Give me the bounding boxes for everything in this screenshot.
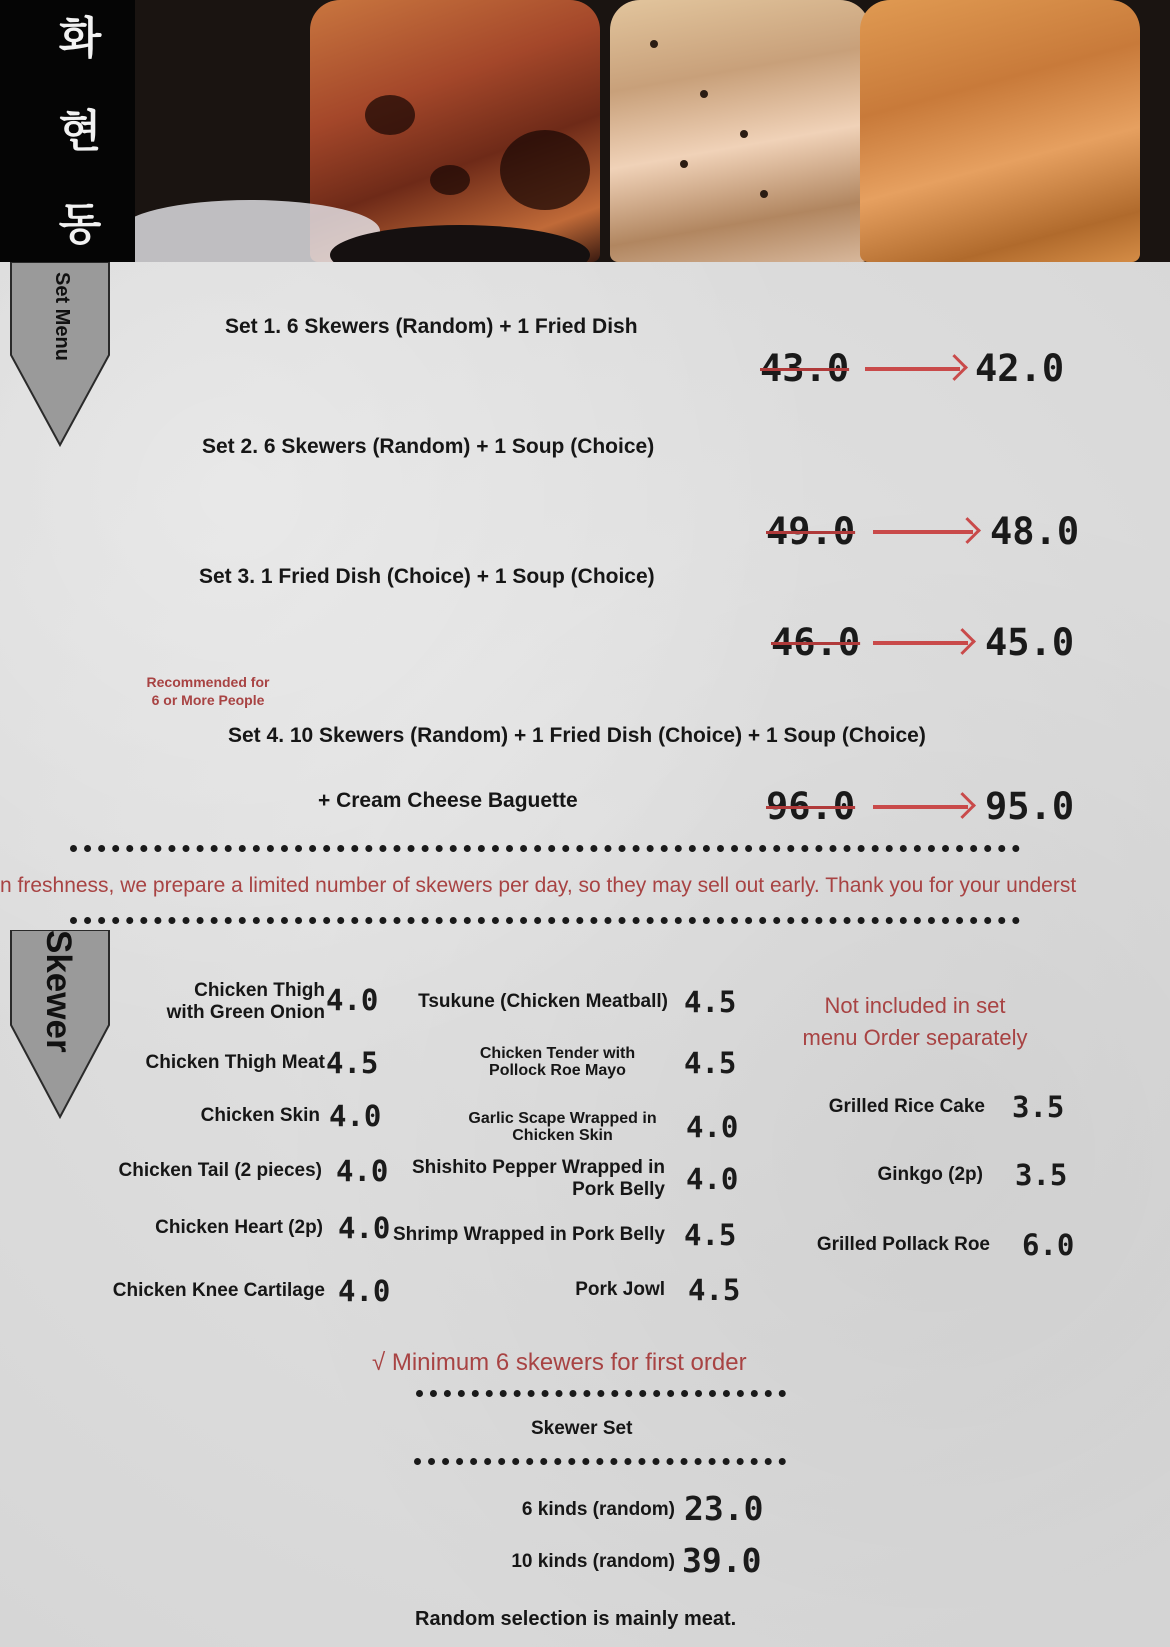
skewer-set-price: 23.0 [684,1489,764,1528]
skewer-item-name: Chicken Thigh Meat [145,1052,325,1073]
note-line-2: menu Order separately [802,1025,1028,1050]
set-2-old-price: 49.0 [766,510,856,553]
skewer-item-name [120,980,325,1024]
skewer-item-price: 4.0 [338,1274,391,1308]
extra-item-price: 3.5 [1012,1090,1065,1124]
set-3-old-price: 46.0 [771,621,861,664]
arrow-icon [865,367,960,371]
name-line-1: Garlic Scape Wrapped in [468,1110,657,1127]
dotted-divider [70,845,1020,852]
set-1-old-price: 43.0 [760,347,850,390]
skewer-item-name: Chicken Tail (2 pieces) [118,1160,322,1181]
minimum-order-note: √ Minimum 6 skewers for first order [372,1349,747,1376]
extra-item-price: 3.5 [1015,1158,1068,1192]
skewer-tab [10,930,110,1120]
note-line-1: Not included in set [824,993,1006,1018]
skewer-item-price: 4.5 [688,1273,741,1307]
brand-char-1: 화 [58,13,102,64]
set-2-name: Set 2. 6 Skewers (Random) + 1 Soup (Choice) [202,435,655,458]
extra-item-name: Grilled Rice Cake [828,1096,985,1117]
skewer-item-price: 4.0 [336,1154,389,1188]
name-line-1: Chicken Thigh [194,980,325,1001]
header-banner [0,0,1170,262]
recommend-line-2: 6 or More People [151,692,265,708]
brand-char-2: 현 [58,106,102,157]
name-line-2: with Green Onion [166,1002,325,1023]
char-mark [500,130,590,210]
set-4-extra: + Cream Cheese Baguette [318,789,578,812]
skewer-item-price: 4.0 [338,1211,391,1245]
set-2-new-price: 48.0 [990,510,1080,553]
random-selection-note: Random selection is mainly meat. [415,1608,737,1630]
set-menu-label: Set Menu [51,272,73,361]
set-4-name: Set 4. 10 Skewers (Random) + 1 Fried Dish (Choice) + 1 Soup (Choice) [228,724,926,747]
skewer-item-price: 4.5 [684,1218,737,1252]
skewer-item-name: Chicken Knee Cartilage [112,1280,325,1301]
arrow-icon [873,805,968,809]
skewer-item-name: Pork Jowl [575,1279,665,1300]
skewer-item-name: Chicken Skin [200,1105,320,1126]
skewer-item-name [455,1110,670,1144]
recommend-line-1: Recommended for [146,674,270,690]
set-1-name: Set 1. 6 Skewers (Random) + 1 Fried Dish [225,315,638,338]
skewer-item-name [395,1157,665,1201]
set-1-new-price: 42.0 [975,347,1065,390]
extra-item-name: Grilled Pollack Roe [816,1234,990,1255]
recommend-note [138,673,278,709]
name-line-1: Shishito Pepper Wrapped in [411,1157,665,1178]
skewer-item-price: 4.0 [686,1162,739,1196]
skewer-set-option: 6 kinds (random) [521,1499,675,1520]
name-line-2: Pork Belly [572,1179,665,1200]
skewer-item-price: 4.5 [684,985,737,1019]
arrow-icon [873,530,973,534]
freshness-notice: n freshness, we prepare a limited number of skewers per day, so they may sell out early. Thank you for your underst [0,874,1077,897]
skewer-item-price: 4.0 [329,1099,382,1133]
skewer-item-name: Shrimp Wrapped in Pork Belly [392,1224,665,1245]
extra-item-price: 6.0 [1022,1228,1075,1262]
skewer-photo-skin [860,0,1140,262]
skewer-item-price: 4.0 [326,983,379,1017]
set-4-old-price: 96.0 [766,785,856,828]
skewer-set-title: Skewer Set [531,1418,633,1439]
set-4-new-price: 95.0 [985,785,1075,828]
char-mark [365,95,415,135]
skewer-set-option: 10 kinds (random) [511,1551,675,1572]
set-3-new-price: 45.0 [985,621,1075,664]
extra-item-name: Ginkgo (2p) [877,1164,983,1185]
brand-char-3: 동 [58,199,102,250]
skewer-set-price: 39.0 [682,1541,762,1580]
name-line-1: Chicken Tender with [479,1045,636,1062]
skewer-item-name [460,1045,655,1079]
dotted-divider [414,1458,786,1465]
separate-order-note [770,990,1060,1054]
skewer-item-price: 4.0 [686,1110,739,1144]
skewer-item-price: 4.5 [684,1046,737,1080]
skewer-label: Skewer [39,930,78,1053]
arrow-icon [873,641,968,645]
dotted-divider [70,917,1020,924]
skewer-item-name: Tsukune (Chicken Meatball) [418,991,668,1012]
name-line-2: Pollock Roe Mayo [489,1062,626,1079]
name-line-2: Chicken Skin [512,1127,613,1144]
skewer-item-name: Chicken Heart (2p) [155,1217,323,1238]
set-menu-tab [10,262,110,447]
set-3-name: Set 3. 1 Fried Dish (Choice) + 1 Soup (Choice) [199,565,655,588]
char-mark [430,165,470,195]
dotted-divider [416,1390,786,1397]
skewer-item-price: 4.5 [326,1046,379,1080]
